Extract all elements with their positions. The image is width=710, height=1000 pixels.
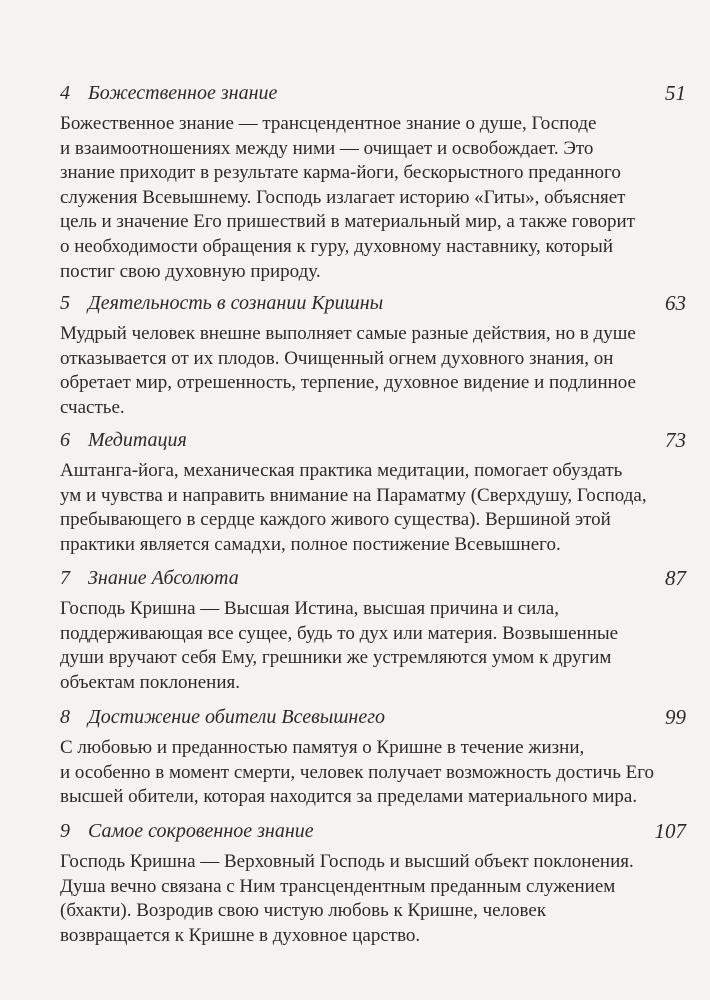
chapter-page-number: 63 xyxy=(665,291,686,315)
summary-line: души вручают себя Ему, грешники же устремляются умом к другим xyxy=(60,647,612,669)
chapter-8 xyxy=(60,702,686,810)
summary-line: знание приходит в результате карма-йоги, бескорыстного преданного xyxy=(60,162,621,184)
chapter-header xyxy=(60,702,686,732)
chapter-summary xyxy=(60,112,686,284)
summary-line: служения Всевышнему. Господь излагает историю «Гиты», объясняет xyxy=(60,186,626,208)
summary-line: Господь Кришна — Высшая Истина, высшая причина и сила, xyxy=(60,598,559,619)
chapter-summary xyxy=(60,736,686,810)
chapter-number: 5 xyxy=(60,292,70,314)
summary-line: Божественное знание — трансцендентное знание о душе, Господе xyxy=(60,113,597,134)
summary-line: цель и значение Его пришествий в материальный мир, а также говорит xyxy=(60,211,635,233)
summary-line: и особенно в момент смерти, человек получает возможность достичь Его xyxy=(60,761,655,783)
summary-line: пребывающего в сердце каждого живого существа). Вершиной этой xyxy=(60,509,611,531)
summary-line: обретает мир, отрешенность, терпение, духовное видение и подлинное xyxy=(60,372,636,394)
chapter-number: 4 xyxy=(60,82,70,104)
summary-line: Мудрый человек внешне выполняет самые разные действия, но в душе xyxy=(60,323,636,344)
chapter-title: Медитация xyxy=(88,429,187,451)
summary-line: отказывается от их плодов. Очищенный огнем духовного знания, он xyxy=(60,347,614,369)
chapter-summary xyxy=(60,850,686,948)
chapter-title: Божественное знание xyxy=(88,82,278,104)
chapter-header xyxy=(60,425,686,455)
summary-line: высшей обители, которая находится за пределами материального мира. xyxy=(60,786,638,808)
chapter-title: Деятельность в сознании Кришны xyxy=(88,292,384,314)
summary-line: С любовью и преданностью памятуя о Кришне в течение жизни, xyxy=(60,737,585,758)
chapter-page-number: 73 xyxy=(665,428,686,452)
chapter-number: 8 xyxy=(60,706,70,728)
chapter-6 xyxy=(60,425,686,557)
summary-line: о необходимости обращения к гуру, духовному наставнику, который xyxy=(60,235,613,257)
summary-line: Аштанга-йога, механическая практика медитации, помогает обуздать xyxy=(60,460,623,481)
chapter-header xyxy=(60,816,686,846)
chapter-page-number: 87 xyxy=(665,566,686,590)
summary-line: поддерживающая все сущее, будь то дух или материя. Возвышенные xyxy=(60,622,619,644)
chapter-header xyxy=(60,563,686,593)
chapter-summary xyxy=(60,459,686,557)
chapter-7 xyxy=(60,563,686,695)
chapter-title: Достижение обители Всевышнего xyxy=(88,706,386,728)
summary-line: и взаимоотношениях между ними — очищает и освобождает. Это xyxy=(60,137,594,159)
chapter-header xyxy=(60,78,686,108)
chapter-page-number: 107 xyxy=(654,819,686,843)
chapter-summary xyxy=(60,322,686,420)
summary-line: счастье. xyxy=(60,396,125,418)
chapter-page-number: 51 xyxy=(665,81,686,105)
summary-line: возвращается к Кришне в духовное царство. xyxy=(60,924,421,946)
summary-line: (бхакти). Возродив свою чистую любовь к Кришне, человек xyxy=(60,900,547,922)
chapter-title: Знание Абсолюта xyxy=(88,567,239,589)
chapter-number: 6 xyxy=(60,429,70,451)
chapter-number: 7 xyxy=(60,567,70,589)
summary-line: объектам поклонения. xyxy=(60,671,240,693)
summary-line: Душа вечно связана с Ним трансцендентным преданным служением xyxy=(60,875,616,897)
chapter-header xyxy=(60,288,686,318)
summary-line: ум и чувства и направить внимание на Параматму (Сверхдушу, Господа, xyxy=(60,484,647,506)
summary-line: практики является самадхи, полное постижение Всевышнего. xyxy=(60,533,561,555)
chapter-page-number: 99 xyxy=(665,705,686,729)
chapter-number: 9 xyxy=(60,820,70,842)
chapter-5 xyxy=(60,288,686,420)
chapter-summary xyxy=(60,597,686,695)
chapter-9 xyxy=(60,816,686,948)
summary-line: Господь Кришна — Верховный Господь и высший объект поклонения. xyxy=(60,851,634,872)
chapter-title: Самое сокровенное знание xyxy=(88,820,314,842)
summary-line: постиг свою духовную природу. xyxy=(60,260,321,282)
chapter-4 xyxy=(60,78,686,284)
